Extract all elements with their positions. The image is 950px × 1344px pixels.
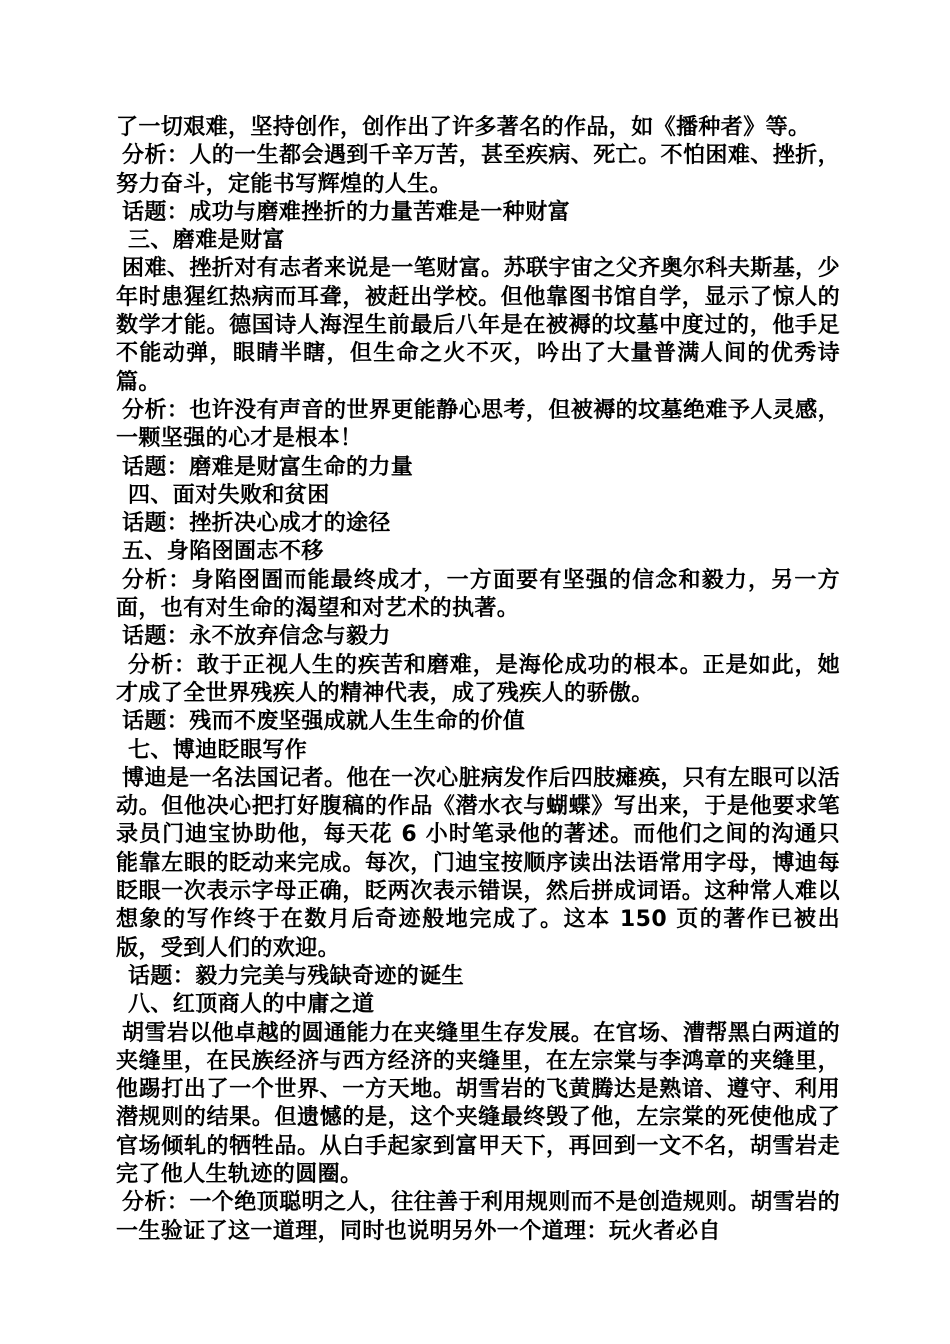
topic-line: 话题：磨难是财富生命的力量 [122, 454, 414, 480]
paragraph: 了一切艰难，坚持创作，创作出了许多著名的作品，如《播种者》等。 [116, 115, 811, 140]
section-heading: 三、磨难是财富 [128, 228, 285, 254]
topic-line: 话题：永不放弃信念与毅力 [122, 624, 391, 650]
analysis-paragraph: 分析：敢于正视人生的疾苦和磨难，是海伦成功的根本。正是如此，她才成了全世界残疾人的精神代表，成了残疾人的骄傲。 [116, 652, 840, 706]
analysis-paragraph: 分析：一个绝顶聪明之人，往往善于利用规则而不是创造规则。胡雪岩的一生验证了这一道理，同时也说明另外一个道理：玩火者必自 [116, 1190, 840, 1244]
section-heading: 八、红顶商人的中庸之道 [128, 992, 375, 1018]
analysis-paragraph: 分析：身陷囹圄而能最终成才，一方面要有坚强的信念和毅力，另一方面，也有对生命的渴望和对艺术的执著。 [116, 567, 840, 622]
topic-line: 话题：成功与磨难挫折的力量苦难是一种财富 [122, 199, 571, 225]
paragraph: 胡雪岩以他卓越的圆通能力在夹缝里生存发展。在官场、漕帮黑白两道的夹缝里，在民族经济与西方经济的夹缝里，在左宗棠与李鸿章的夹缝里，他踢打出了一个世界、一方天地。胡雪岩的飞黄腾达是熟谙、遵守、利用潜规则的结果。但遗憾的是，这个夹缝最终毁了他，左宗棠的死使他成了官场倾轧的牺牲品。从白手起家到富甲天下，再回到一文不名，胡雪岩走完了他人生轨迹的圆圈。 [116, 1020, 840, 1187]
analysis-paragraph: 分析：也许没有声音的世界更能静心思考，但被褥的坟墓绝难予人灵感，一颗坚强的心才是根本！ [116, 397, 840, 452]
topic-line: 话题：毅力完美与残缺奇迹的诞生 [128, 963, 465, 989]
section-heading: 五、身陷囹圄志不移 [122, 539, 324, 565]
section-heading: 七、博迪眨眼写作 [128, 737, 308, 763]
document-body [116, 114, 840, 1246]
paragraph: 困难、挫折对有志者来说是一笔财富。苏联宇宙之父齐奥尔科夫斯基，少年时患猩红热病而耳聋，被赶出学校。但他靠图书馆自学，显示了惊人的数学才能。德国诗人海涅生前最后八年是在被褥的坟墓中度过的，他手足不能动弹，眼睛半瞎，但生命之火不灭，吟出了大量普满人间的优秀诗篇。 [116, 256, 840, 395]
section-heading: 四、面对失败和贫困 [128, 482, 330, 508]
analysis-paragraph: 分析：人的一生都会遇到千辛万苦，甚至疾病、死亡。不怕困难、挫折，努力奋斗，定能书写辉煌的人生。 [116, 143, 840, 197]
paragraph: 博迪是一名法国记者。他在一次心脏病发作后四肢瘫痪，只有左眼可以活动。但他决心把打好腹稿的作品《潜水衣与蝴蝶》写出来，于是他要求笔录员门迪宝协助他，每天花 6 小时笔录他的著述。而他们之间的沟通只能靠左眼的眨动来完成。每次，门迪宝按顺序读出法语常用字母，博迪每眨眼一次表示字母正确，眨两次表示错误，然后拼成词语。这种常人难以想象的写作终于在数月后奇迹般地完成了。这本 150 页的著作已被出版，受到人们的欢迎。 [116, 765, 840, 961]
topic-line: 话题：残而不废坚强成就人生生命的价值 [122, 709, 526, 735]
topic-line: 话题：挫折决心成才的途径 [122, 511, 391, 537]
